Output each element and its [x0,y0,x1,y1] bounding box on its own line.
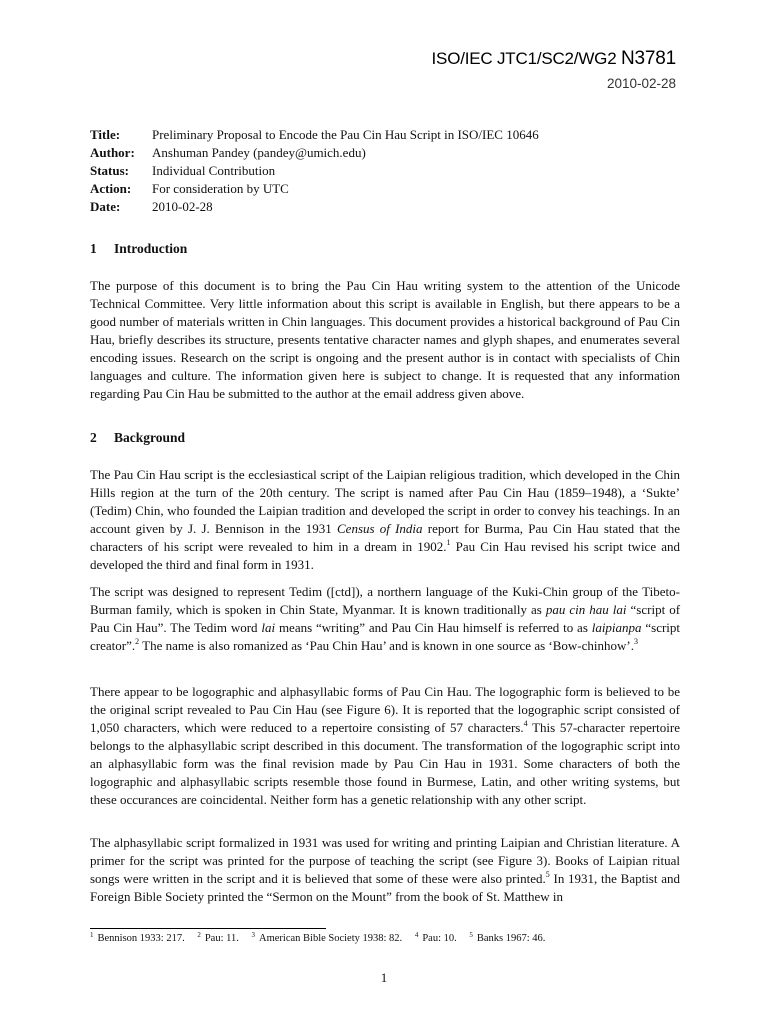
section-heading-background [90,430,185,446]
text-run: In 1931, the Baptist and Foreign Bible Society printed the “Sermon on the Mount” from the book of St. Matthew in [90,871,680,904]
footnote-divider [90,928,326,929]
footnote [415,932,457,946]
header-date: 2010-02-28 [606,76,676,91]
metadata-key: Date: [90,199,121,214]
page-number: 1 [380,970,388,985]
footnote-mark[interactable]: 1 [446,538,451,547]
text-run: “script creator”. [90,620,681,653]
footnote-number: 1 [90,931,94,939]
section-number: 2 [90,430,97,445]
paragraph-introduction: The purpose of this document is to bring the Pau Cin Hau writing system to the attention of the Unicode Technical Committee. Very little information about this script is available in English, but there appears to be a good number of materials written in Chin languages. This document provides a historical background of Pau Cin Hau, briefly describes its structure, presents tentative character names and glyph shapes, and enumerates several encoding issues. Research on the script is ongoing and the present author is in contact with specialists of Chin languages and culture. The information given here is subject to change. It is requested that any information regarding Pau Cin Hau be submitted to the author at the email address given above. [90,278,680,401]
section-title: Introduction [114,241,188,256]
metadata-key: Status: [90,163,130,178]
metadata-row-date [90,198,539,216]
text-run: There appear to be logographic and alphasyllabic forms of Pau Cin Hau. The logographic form is believed to be the original script revealed to Pau Cin Hau (see Figure 6). It is reported that the logographic script consisted of 1,050 characters, which were reduced to a repertoire consisting of 57 characters. [90,684,680,735]
metadata-row-author [90,144,539,162]
text-run: The script was designed to represent Tedim ([ctd]), a northern language of the Kuki-Chin group of the Tibeto-Burman family, which is spoken in Chin State, Myanmar. It is known traditionally as [90,584,680,617]
footnote-text: Pau: 11. [204,933,239,944]
section-title: Background [114,430,186,445]
footnote-number: 3 [251,931,255,939]
text-run: This 57-character repertoire belongs to the alphasyllabic script described in this document. The transformation of the logographic script into an alphasyllabic form was the final revision made by Pau Cin Hau in 1931. Some characters of both the logographic and alphasyllabic scripts resemble those found in Burmese, Latin, and other writing systems, but these occurances are coincidental. Neither form has a genetic relationship with any other script. [90,720,680,807]
paragraph-background-1 [90,466,680,574]
metadata-table [90,126,539,216]
paragraph-background-3 [90,683,680,809]
text-run: Pau Cin Hau revised his script twice and developed the third and final form in 1931. [90,539,680,572]
italic-title: Census of India [337,521,423,536]
italic-term: pau cin hau lai [545,602,627,617]
metadata-value: Anshuman Pandey (pandey@umich.edu) [152,145,366,160]
footnote [90,932,185,946]
working-group-id: ISO/IEC JTC1/SC2/WG2 [431,49,617,68]
footnote [197,932,239,946]
metadata-row-action [90,180,539,198]
metadata-value: For consideration by UTC [152,181,289,196]
footnote-number: 2 [197,931,201,939]
text-run: means “writing” and Pau Cin Hau himself is referred to as [278,620,588,635]
footnote-text: Banks 1967: 46. [476,933,546,944]
metadata-value: 2010-02-28 [152,199,213,214]
footnote-mark[interactable]: 2 [135,637,140,646]
text-run: The Pau Cin Hau script is the ecclesiastical script of the Laipian religious tradition, which developed in the Chin Hills region at the turn of the 20th century. The script is named after Pau Cin Hau (1859–1948), a ‘Sukte’ (Tedim) Chin, who founded the Laipian tradition and developed the script in order to convey his teachings. In an account given by J. J. Bennison in the 1931 [90,467,680,536]
text-run: The alphasyllabic script formalized in 1931 was used for writing and printing Laipian and Christian literature. A primer for the script was printed for the purpose of teaching the script (see Figure 3). Books of Laipian ritual songs were written in the script and it is believed that some of these were also printed. [90,835,680,886]
footnote-text: American Bible Society 1938: 82. [259,933,403,944]
document-identifier [432,48,676,70]
paragraph-background-2 [90,583,680,655]
metadata-row-status [90,162,539,180]
section-number: 1 [90,241,97,256]
text-run: The name is also romanized as ‘Pau Chin Hau’ and is known in one source as ‘Bow-chinhow’. [142,638,634,653]
metadata-key: Title: [90,127,121,142]
metadata-value: Preliminary Proposal to Encode the Pau Cin Hau Script in ISO/IEC 10646 [152,127,539,142]
metadata-key: Action: [90,181,132,196]
footnotes [90,932,555,946]
paragraph-background-4 [90,834,680,906]
section-heading-introduction [90,241,187,257]
italic-term: lai [261,620,276,635]
italic-term: laipianpa [591,620,642,635]
metadata-value: Individual Contribution [152,163,276,178]
footnote-mark[interactable]: 5 [545,870,550,879]
metadata-key: Author: [90,145,135,160]
text-run: report for Burma, Pau Cin Hau stated that the characters of his script were revealed to him in a dream in 1902. [90,521,680,554]
footnote-mark[interactable]: 3 [633,637,638,646]
footnote [252,932,403,946]
footnote-mark[interactable]: 4 [523,719,528,728]
document-number: N3781 [621,48,676,69]
footnote-number: 4 [414,931,419,939]
footnote-text: Pau: 10. [422,933,457,944]
document-header [432,48,676,91]
footnote [469,932,545,946]
footnote-text: Bennison 1933: 217. [97,933,185,944]
text-run: “script of Pau Cin Hau”. The Tedim word [90,602,681,635]
footnote-number: 5 [469,931,473,939]
metadata-row-title [90,126,539,144]
